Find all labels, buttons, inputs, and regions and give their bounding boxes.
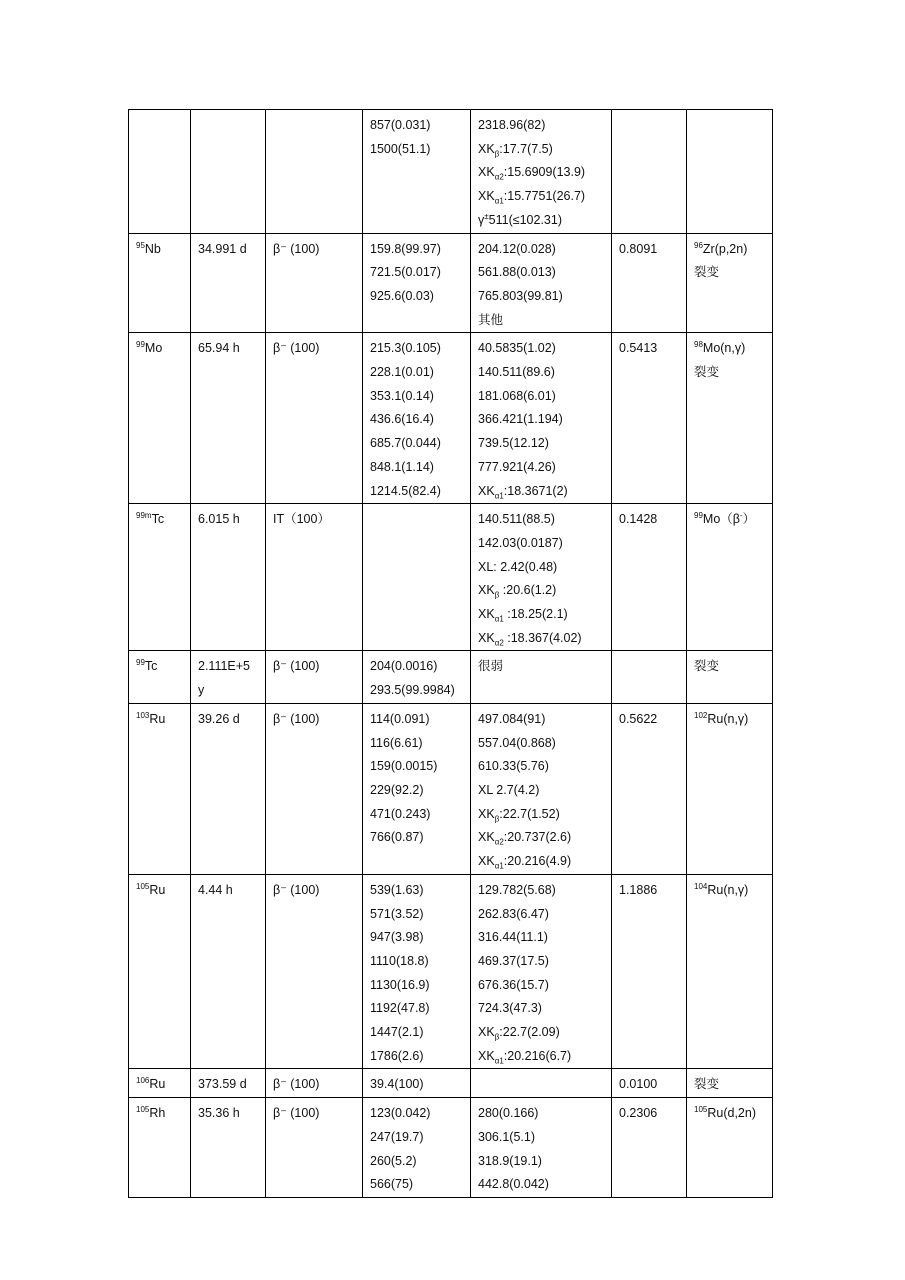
table-row [129,504,773,651]
table-row [129,110,773,234]
decay-mode: β⁻ (100) [273,1077,320,1092]
gamma-energy: γ±511(≤102.31) [478,211,562,227]
q-value-cell [612,703,687,874]
beta-energy: 471(0.243) [370,806,431,821]
gamma-energy: 765.803(99.81) [478,288,563,303]
gamma-energy: 262.83(6.47) [478,906,549,921]
beta-energy-cell [363,874,471,1069]
decay-mode: β⁻ (100) [273,882,320,897]
gamma-energy-cell [471,1098,612,1198]
production-cell [687,703,773,874]
production-route: 裂变 [694,1077,720,1092]
decay-mode: β⁻ (100) [273,241,320,256]
half-life: 35.36 h [198,1106,240,1121]
beta-energy: 857(0.031) [370,118,431,132]
production-cell [687,233,773,333]
beta-energy-cell [363,333,471,504]
nuclide-symbol: $^{103}$Ru [136,710,166,726]
table-row [129,233,773,333]
gamma-energy: 很弱 [478,659,504,674]
decay-mode-cell [266,333,363,504]
gamma-energy: 724.3(47.3) [478,1001,542,1016]
half-life: 373.59 d [198,1077,247,1092]
gamma-energy: 366.421(1.194) [478,412,563,427]
gamma-energy: 561.88(0.013) [478,265,556,280]
gamma-energy: 610.33(5.76) [478,759,549,774]
beta-energy-cell [363,233,471,333]
production-cell [687,110,773,234]
gamma-energy-cell [471,233,612,333]
beta-energy: 123(0.042) [370,1106,431,1121]
gamma-energy: XL 2.7(4.2) [478,782,540,797]
gamma-energy: $XK_{\alpha 1}:15.7751(26.7)$ [478,189,586,206]
gamma-energy: $XK_\beta:22.7(2.09)$ [478,1025,560,1042]
gamma-energy: $XK_\beta:17.7(7.5)$ [478,141,553,159]
mass-number: 99m [136,511,152,521]
q-value-cell [612,110,687,234]
nuclide-symbol: $^{99}$Tc [136,658,158,674]
q-value: 0.2306 [619,1106,658,1121]
production-route: 裂变 [694,365,720,380]
q-value-cell [612,1098,687,1198]
beta-energy-cell [363,1098,471,1198]
beta-energy-cell [363,110,471,234]
q-value-cell [612,651,687,703]
gamma-energy: 181.068(6.01) [478,388,556,403]
mass-number: 105 [136,881,150,891]
gamma-energy: $XK_{\alpha 2}:20.737(2.6)$ [478,830,572,847]
half-life-cell [191,703,266,874]
half-life: 6.015 h [198,512,240,527]
nuclide-cell [129,651,191,703]
nuclide-symbol: $^{99}$Mo [136,340,163,356]
decay-mode-cell [266,233,363,333]
gamma-energy-cell [471,651,612,703]
mass-number: 103 [136,710,150,720]
decay-mode-cell [266,504,363,651]
beta-energy-cell [363,504,471,651]
beta-energy: 685.7(0.044) [370,436,441,451]
mass-number: 95 [136,240,145,250]
beta-energy: 353.1(0.14) [370,388,434,403]
beta-energy: 436.6(16.4) [370,412,434,427]
decay-mode: β⁻ (100) [273,659,320,674]
decay-mode-cell [266,703,363,874]
beta-energy: 228.1(0.01) [370,365,434,380]
beta-energy: 159.8(99.97) [370,241,441,256]
beta-energy: 925.6(0.03) [370,288,434,303]
beta-energy-cell [363,651,471,703]
beta-energy: 215.3(0.105) [370,341,441,356]
gamma-energy: 739.5(12.12) [478,436,549,451]
production-route: $^{96}$Zr(p,2n) [694,240,748,256]
beta-energy: 721.5(0.017) [370,265,441,280]
production-cell [687,1069,773,1098]
gamma-energy: 204.12(0.028) [478,241,556,256]
gamma-energy-cell [471,110,612,234]
nuclide-cell [129,1098,191,1198]
beta-energy: 229(92.2) [370,782,424,797]
half-life: 39.26 d [198,711,240,726]
gamma-energy-cell [471,703,612,874]
gamma-energy: 497.084(91) [478,711,546,726]
half-life-cell [191,1098,266,1198]
table-row [129,1069,773,1098]
half-life-cell [191,504,266,651]
gamma-energy: 140.511(88.5) [478,512,555,527]
q-value-cell [612,333,687,504]
gamma-energy: 469.37(17.5) [478,953,549,968]
decay-mode-cell [266,651,363,703]
gamma-energy: 2318.96(82) [478,118,546,132]
decay-mode: β⁻ (100) [273,711,320,726]
half-life-cell [191,110,266,234]
beta-energy: 204(0.0016) [370,659,438,674]
beta-energy: 539(1.63) [370,882,424,897]
gamma-energy: $XK_{\alpha 1}:20.216(4.9)$ [478,854,572,871]
production-route: $^{98}$Mo(n,γ) [694,340,746,356]
beta-energy: 39.4(100) [370,1077,424,1092]
production-route: $^{105}$Ru(d,2n) [694,1104,756,1121]
half-life-cell [191,874,266,1069]
beta-energy: 766(0.87) [370,830,424,845]
table-body [129,110,773,1198]
half-life-cell [191,1069,266,1098]
half-life: 2.111E+5 y [198,659,251,698]
half-life: 34.991 d [198,241,247,256]
gamma-energy: 140.511(89.6) [478,365,555,380]
gamma-energy: 40.5835(1.02) [478,341,556,356]
half-life: 65.94 h [198,341,240,356]
beta-energy: 1130(16.9) [370,977,430,992]
nuclide-symbol: $^{105}$Rh [136,1104,166,1121]
nuclide-symbol: $^{95}$Nb [136,240,161,256]
gamma-energy: 318.9(19.1) [478,1153,542,1168]
beta-energy: 848.1(1.14) [370,459,434,474]
q-value: 0.8091 [619,241,658,256]
production-cell [687,651,773,703]
q-value: 0.1428 [619,512,658,527]
production-route: $^{102}$Ru(n,γ) [694,710,749,726]
mass-number: 105 [136,1104,150,1114]
nuclide-symbol: $^{105}$Ru [136,881,166,897]
decay-mode: β⁻ (100) [273,341,320,356]
gamma-energy-cell [471,874,612,1069]
mass-number: 99 [136,658,145,668]
gamma-energy: 129.782(5.68) [478,882,556,897]
nuclide-symbol: $^{99m}$Tc [136,511,165,527]
gamma-energy: 142.03(0.0187) [478,535,563,550]
decay-mode: IT（100） [273,512,330,527]
gamma-energy: $XK_{\alpha 1}$ :18.25(2.1) [478,607,568,624]
gamma-energy: $XK_{\alpha 1}:18.3671(2)$ [478,483,568,501]
decay-mode: β⁻ (100) [273,1106,320,1121]
nuclide-cell [129,110,191,234]
q-value: 1.1886 [619,882,658,897]
gamma-energy: $XK_{\alpha 1}:20.216(6.7)$ [478,1048,572,1066]
decay-mode-cell [266,1069,363,1098]
production-route: 裂变 [694,659,720,674]
beta-energy: 114(0.091) [370,711,430,726]
beta-energy: 116(6.61) [370,735,423,750]
gamma-energy-cell [471,504,612,651]
beta-energy: 1447(2.1) [370,1025,424,1040]
beta-energy: 1110(18.8) [370,953,429,968]
production-route: $^{99}$Mo（β-） [694,511,756,527]
gamma-energy: XL: 2.42(0.48) [478,559,558,574]
gamma-energy: 777.921(4.26) [478,459,556,474]
gamma-energy: 306.1(5.1) [478,1129,535,1144]
mass-number: 99 [136,340,145,350]
production-cell [687,1098,773,1198]
nuclide-cell [129,233,191,333]
nuclide-cell [129,1069,191,1098]
gamma-energy: $XK_{\alpha 2}:15.6909(13.9)$ [478,165,586,182]
beta-energy: 1500(51.1) [370,141,431,156]
beta-energy-cell [363,1069,471,1098]
nuclide-cell [129,874,191,1069]
gamma-energy: 676.36(15.7) [478,977,549,992]
q-value: 0.5622 [619,711,658,726]
nuclide-cell [129,703,191,874]
q-value-cell [612,504,687,651]
nuclide-cell [129,333,191,504]
half-life-cell [191,651,266,703]
q-value: 0.5413 [619,341,658,356]
beta-energy: 1192(47.8) [370,1001,430,1016]
table-row [129,1098,773,1198]
table-row [129,333,773,504]
gamma-energy: $XK_\beta:22.7(1.52)$ [478,806,560,824]
gamma-energy: 442.8(0.042) [478,1177,549,1192]
production-cell [687,874,773,1069]
q-value-cell [612,1069,687,1098]
half-life-cell [191,333,266,504]
gamma-energy: 其他 [478,312,504,327]
beta-energy: 1214.5(82.4) [370,483,441,498]
production-route: $^{104}$Ru(n,γ) [694,881,749,897]
beta-energy: 947(3.98) [370,930,424,945]
gamma-energy: 557.04(0.868) [478,735,556,750]
table-row [129,703,773,874]
gamma-energy: $XK_\beta$ :20.6(1.2) [478,583,557,600]
beta-energy: 247(19.7) [370,1129,424,1144]
beta-energy: 1786(2.6) [370,1048,424,1063]
gamma-energy: $XK_{\alpha 2}$ :18.367(4.02) [478,630,582,648]
decay-mode-cell [266,874,363,1069]
nuclide-data-table [128,109,773,1198]
decay-mode-cell [266,1098,363,1198]
beta-energy-cell [363,703,471,874]
production-cell [687,333,773,504]
q-value-cell [612,874,687,1069]
production-cell [687,504,773,651]
beta-energy: 159(0.0015) [370,759,438,774]
beta-energy: 571(3.52) [370,906,424,921]
production-route: 裂变 [694,265,720,280]
half-life: 4.44 h [198,882,233,897]
nuclide-symbol: $^{106}$Ru [136,1076,166,1092]
half-life-cell [191,233,266,333]
decay-mode-cell [266,110,363,234]
gamma-energy: 316.44(11.1) [478,930,548,945]
table-row [129,874,773,1069]
beta-energy: 293.5(99.9984) [370,683,455,698]
q-value-cell [612,233,687,333]
gamma-energy-cell [471,333,612,504]
q-value: 0.0100 [619,1077,658,1092]
gamma-energy: 280(0.166) [478,1106,539,1121]
nuclide-cell [129,504,191,651]
beta-energy: 260(5.2) [370,1153,417,1168]
gamma-energy-cell [471,1069,612,1098]
beta-energy: 566(75) [370,1177,414,1192]
mass-number: 106 [136,1076,150,1086]
table-row [129,651,773,703]
